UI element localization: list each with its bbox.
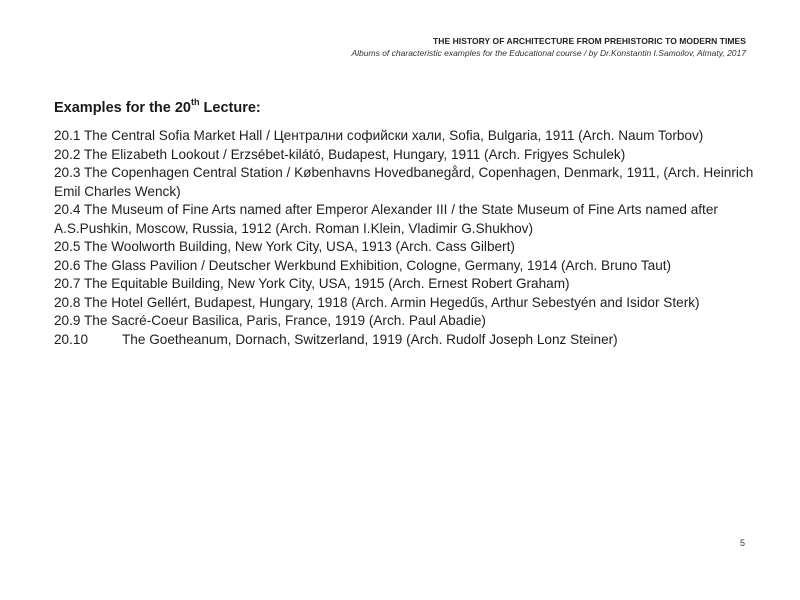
- page-header: [146, 36, 746, 59]
- example-item: [54, 294, 754, 313]
- example-text: The Central Sofia Market Hall / Централни софийски хали, Sofia, Bulgaria, 1911 (Arch. Naum Torbov): [84, 128, 704, 143]
- header-subtitle: Albums of characteristic examples for the Educational course / by Dr.Konstantin I.Samoilov, Almaty, 2017: [351, 48, 746, 58]
- example-item: [54, 331, 754, 350]
- example-item: [54, 312, 754, 331]
- example-item: [54, 275, 754, 294]
- example-item: [54, 201, 754, 238]
- example-number: 20.1: [54, 128, 81, 143]
- example-text: The Woolworth Building, New York City, USA, 1913 (Arch. Cass Gilbert): [84, 239, 515, 254]
- example-text: The Copenhagen Central Station / Københavns Hovedbanegård, Copenhagen, Denmark, 1911, (Arch. Heinrich Emil Charles Wenck): [54, 165, 754, 199]
- page-number: 5: [739, 538, 745, 548]
- example-number: 20.10: [54, 331, 89, 347]
- example-number: 20.9: [54, 313, 81, 328]
- example-number: 20.5: [54, 239, 81, 254]
- main-content: [54, 98, 754, 349]
- example-text: The Glass Pavilion / Deutscher Werkbund Exhibition, Cologne, Germany, 1914 (Arch. Bruno Taut): [84, 257, 672, 273]
- examples-list: [54, 127, 754, 349]
- section-heading: [54, 98, 754, 118]
- heading-suffix: Lecture:: [199, 100, 261, 116]
- example-number: 20.3: [54, 165, 81, 180]
- example-item: [54, 257, 754, 276]
- heading-prefix: Examples for the 20: [54, 100, 191, 116]
- example-text: The Goetheanum, Dornach, Switzerland, 1919 (Arch. Rudolf Joseph Lonz Steiner): [122, 331, 618, 347]
- header-title: THE HISTORY OF ARCHITECTURE FROM PREHISTORIC TO MODERN TIMES: [433, 36, 746, 46]
- example-number: 20.2: [54, 146, 81, 162]
- example-text: The Equitable Building, New York City, USA, 1915 (Arch. Ernest Robert Graham): [84, 276, 570, 291]
- heading-superscript: th: [191, 97, 200, 108]
- example-number: 20.6: [54, 257, 81, 273]
- example-item: [54, 146, 754, 165]
- example-text: The Sacré-Coeur Basilica, Paris, France, 1919 (Arch. Paul Abadie): [84, 313, 486, 328]
- example-text: The Hotel Gellért, Budapest, Hungary, 1918 (Arch. Armin Hegedűs, Arthur Sebestyén and Isidor Sterk): [84, 294, 700, 310]
- example-text: The Elizabeth Lookout / Erzsébet-kilátó, Budapest, Hungary, 1911 (Arch. Frigyes Schulek): [84, 146, 626, 162]
- example-item: [54, 164, 754, 201]
- example-number: 20.4: [54, 202, 81, 217]
- example-item: [54, 127, 754, 146]
- example-text: The Museum of Fine Arts named after Emperor Alexander III / the State Museum of Fine Arts named after A.S.Pushkin, Moscow, Russia, 1912 (Arch. Roman I.Klein, Vladimir G.Shukhov): [54, 202, 718, 236]
- example-number: 20.7: [54, 276, 81, 291]
- example-number: 20.8: [54, 294, 81, 310]
- example-item: [54, 238, 754, 257]
